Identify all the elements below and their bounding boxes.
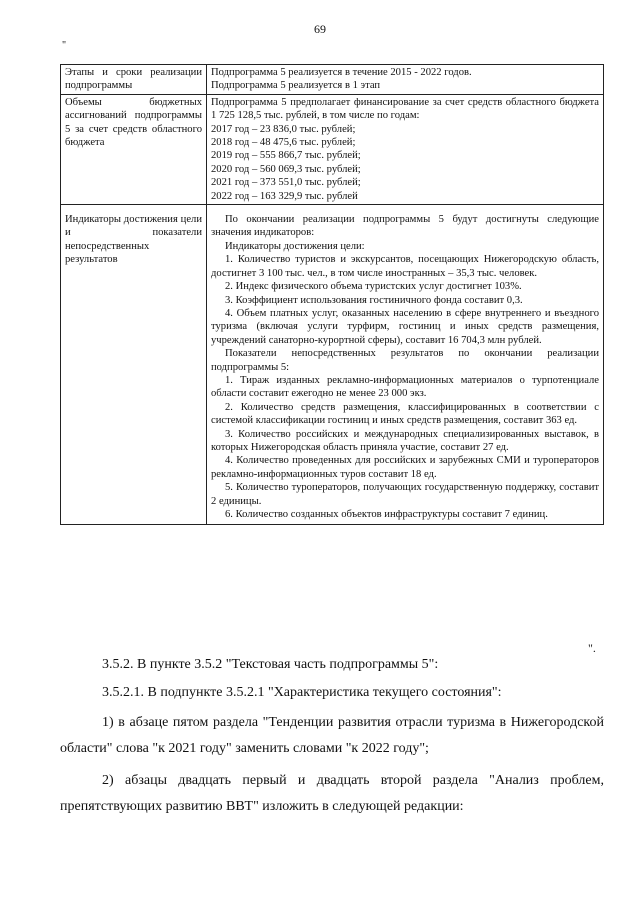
row-label-indicators: Индикаторы достижения цели и показатели непосредственных результатов — [61, 205, 207, 525]
indicator-paragraph: 3. Количество российских и международных специализированных выставок, в которых Нижегородская область приняла участие, составит 27 ед. — [211, 428, 599, 453]
table-row-budget — [61, 94, 604, 204]
indicator-paragraph: 4. Количество проведенных для российских и зарубежных СМИ и туроператоров рекламно-информационных туров составит 18 ед. — [211, 455, 599, 480]
indicator-paragraph: 2. Индекс физического объема туристских услуг достигнет 103%. — [225, 281, 522, 293]
budget-year-line: 2020 год – 560 069,3 тыс. рублей; — [211, 163, 361, 175]
indicator-paragraph: 1. Тираж изданных рекламно-информационных материалов о турпотенциале области составит ежегодно не менее 23 000 экз. — [211, 374, 599, 400]
indicator-paragraph: 4. Объем платных услуг, оказанных населению в сфере внутреннего и въездного туризма (включая услуги турфирм, гостиниц и иных средств размещения, учреждений санаторно-курортной сферы), составит 16 704,3 млн рублей. — [211, 307, 599, 346]
document-body — [60, 654, 604, 820]
body-paragraph: 3.5.2. В пункте 3.5.2 "Текстовая часть подпрограммы 5": — [102, 657, 439, 672]
indicator-paragraph: 3. Коэффициент использования гостиничного фонда составит 0,3. — [225, 294, 523, 306]
table-row-indicators — [61, 205, 604, 525]
table-row-stages — [61, 65, 604, 95]
row-label-budget: Объемы бюджетных ассигнований подпрограммы 5 за счет средств областного бюджета — [61, 94, 207, 204]
stages-line: Подпрограмма 5 реализуется в течение 2015 - 2022 годов. — [211, 67, 472, 78]
indicator-paragraph: По окончании реализации подпрограммы 5 будут достигнуты следующие значения индикаторов: — [211, 214, 599, 239]
budget-year-line: 2019 год – 555 866,7 тыс. рублей; — [211, 150, 361, 162]
indicator-paragraph: 1. Количество туристов и экскурсантов, посещающих Нижегородскую область, достигнет 3 100 тыс. чел., в том числе иностранных – 35,3 тыс. человек. — [211, 254, 599, 279]
budget-year-line: 2017 год – 23 836,0 тыс. рублей; — [211, 123, 356, 135]
budget-year-line: 2022 год – 163 329,9 тыс. рублей — [211, 190, 358, 202]
row-content-budget — [207, 94, 604, 204]
indicator-paragraph: 2. Количество средств размещения, классифицированных в соответствии с системой классификации гостиниц и иных средств размещения, составит 363 ед. — [211, 401, 599, 427]
body-paragraph: 2) абзацы двадцать первый и двадцать второй раздела "Анализ проблем, препятствующих развитию ВВТ" изложить в следующей редакции: — [60, 773, 604, 814]
budget-intro: Подпрограмма 5 предполагает финансирование за счет средств областного бюджета 1 725 128,5 тыс. рублей, в том числе по годам: — [211, 96, 599, 122]
body-paragraph: 3.5.2.1. В подпункте 3.5.2.1 "Характеристика текущего состояния": — [102, 685, 502, 700]
indicator-paragraph: Индикаторы достижения цели: — [225, 240, 365, 252]
page-number: 69 — [314, 22, 326, 36]
subprogram-passport-table — [60, 64, 604, 525]
budget-year-line: 2018 год – 48 475,6 тыс. рублей; — [211, 137, 356, 149]
indicator-paragraph: 6. Количество созданных объектов инфраструктуры составит 7 единиц. — [225, 509, 548, 520]
row-content-stages — [207, 65, 604, 95]
body-paragraph: 1) в абзаце пятом раздела "Тенденции развития отрасли туризма в Нижегородской области" слова "к 2021 году" заменить словами "к 2022 году"; — [60, 715, 604, 756]
row-content-indicators — [207, 205, 604, 525]
stages-line: Подпрограмма 5 реализуется в 1 этап — [211, 80, 381, 92]
budget-year-line: 2021 год – 373 551,0 тыс. рублей; — [211, 177, 361, 189]
opening-quote-mark: " — [62, 40, 67, 51]
indicator-paragraph: 5. Количество туроператоров, получающих государственную поддержку, составит 2 единицы. — [211, 482, 599, 507]
closing-quote-mark: ". — [588, 641, 596, 655]
indicator-paragraph: Показатели непосредственных результатов по окончании реализации подпрограммы 5: — [211, 348, 599, 373]
row-label-stages: Этапы и сроки реализации подпрограммы — [61, 65, 207, 95]
